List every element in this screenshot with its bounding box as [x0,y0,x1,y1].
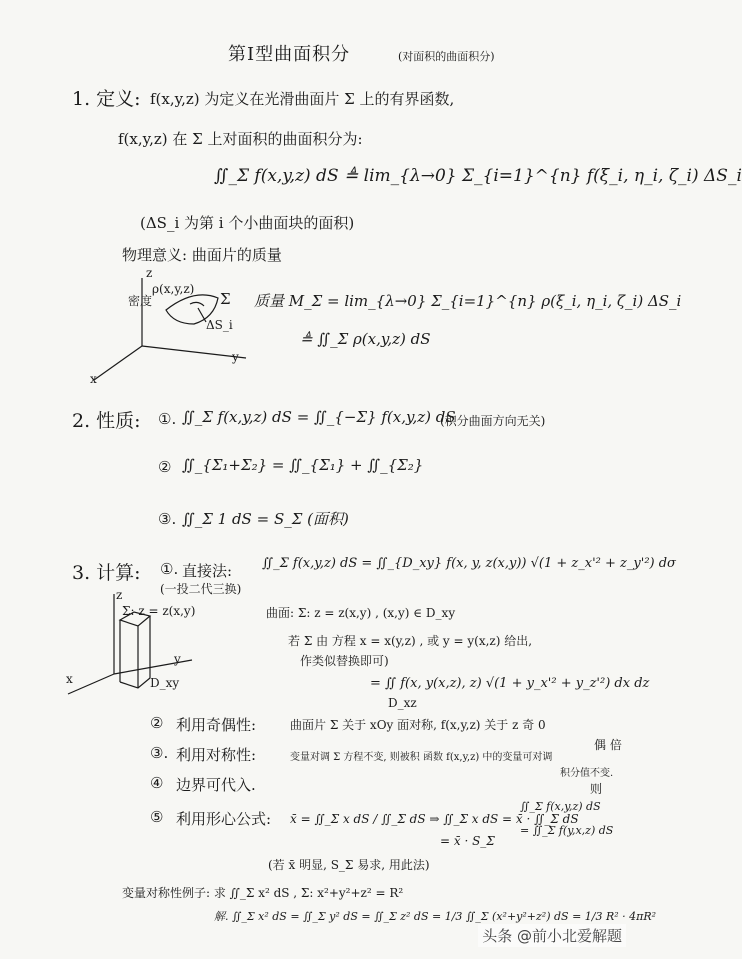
method-2-side: 偶 倍 [594,738,622,752]
method-2-label: 利用奇偶性: [176,716,257,734]
section-2-heading: 2. 性质: [72,410,141,432]
method-5-result: = x̄ · S_Σ [440,834,495,848]
watermark-text: 头条 @前小北爱解题 [478,924,626,947]
alternate-formula: = ∬ f(x, y(x,z), z) √(1 + y_x'² + y_z'²) dx dz [370,676,650,691]
definition-note: (ΔS_i 为第 i 个小曲面块的面积) [140,214,355,232]
page-title: 第Ⅰ型曲面积分 [228,44,351,65]
alternate-form-line-2: 作类似替换即可) [300,654,389,668]
figure-density-label: 密度 [128,294,153,308]
method-1-note: (一投二代三换) [160,582,242,596]
method-2-text: 曲面片 Σ 关于 xOy 面对称, f(x,y,z) 关于 z 奇 0 [290,718,546,732]
page-subtitle: (对面积的曲面积分) [398,50,495,63]
section-1-heading: 1. 定义: [72,88,141,110]
alternate-form-line-1: 若 Σ 由 方程 x = x(y,z) , 或 y = y(x,z) 给出, [288,634,533,648]
physical-meaning-label: 物理意义: 曲面片的质量 [122,246,282,264]
surface-element [190,302,204,306]
x-axis-line-2 [68,674,114,694]
figure2-sigma-label: Σ: z = z(x,y) [122,604,196,618]
alternate-formula-domain: D_xz [388,696,417,710]
method-5-note: (若 x̄ 明显, S_Σ 易求, 用此法) [268,858,430,872]
surface-equation-line: 曲面: Σ: z = z(x,y) , (x,y) ∈ D_xy [266,606,456,620]
mass-formula: 质量 M_Σ = lim_{λ→0} Σ_{i=1}^{n} ρ(ξ_i, η_i, ζ_i) ΔS_i [254,292,682,310]
method-4-number: ④ [150,774,164,792]
property-1-formula: ∬_Σ f(x,y,z) dS = ∬_{−Σ} f(x,y,z) dS [182,408,456,426]
projection-base [120,678,150,688]
figure-x-label: x [90,372,97,386]
property-1-note: (积分曲面方向无关) [440,414,546,428]
symmetry-side-f2: = ∬_Σ f(y,x,z) dS [520,824,614,837]
property-2-number: ② [158,458,172,476]
figure2-dxy-label: D_xy [150,676,180,690]
symmetry-side-then: 则 [590,782,603,796]
figure-rho-label: ρ(x,y,z) [152,282,195,296]
method-2-number: ② [150,714,164,732]
method-1-number: ①. [160,560,179,578]
method-3-side: 积分值不变. [560,768,614,779]
figure-sigma-label: Σ [220,290,231,308]
property-3-number: ③. [158,510,177,528]
method-5-formula: x̄ = ∬_Σ x dS / ∬_Σ dS ⇒ ∬_Σ x dS = x̄ · ∬_Σ dS [290,812,579,826]
method-3-text: 变量对调 Σ 方程不变, 则被积 函数 f(x,y,z) 中的变量可对调 [290,752,553,763]
mass-formula-integral: ≜ ∬_Σ ρ(x,y,z) dS [300,330,431,348]
definition-line-2: f(x,y,z) 在 Σ 上对面积的曲面积分为: [118,130,363,148]
method-3-number: ③. [150,744,169,762]
property-1-number: ①. [158,410,177,428]
definition-formula: ∬_Σ f(x,y,z) dS ≜ lim_{λ→0} Σ_{i=1}^{n} f(ξ_i, η_i, ζ_i) ΔS_i [214,166,742,186]
figure2-x-label: x [66,672,73,686]
x-axis-line [94,346,142,380]
y-axis-line [142,346,246,358]
method-3-label: 利用对称性: [176,746,257,764]
figure-ds-label: ΔS_i [206,318,233,332]
figure2-z-label: z [116,588,123,602]
example-label: 变量对称性例子: 求 ∬_Σ x² dS , Σ: x²+y²+z² = R² [122,886,404,900]
property-3-formula: ∬_Σ 1 dS = S_Σ (面积) [182,510,349,528]
figure2-y-label: y [174,652,181,666]
symmetry-side-f1: ∬_Σ f(x,y,z) dS [520,800,601,813]
figure-y-label: y [232,350,239,364]
definition-line-1: f(x,y,z) 为定义在光滑曲面片 Σ 上的有界函数, [150,90,455,108]
element-pointer [198,308,206,322]
method-5-label: 利用形心公式: [176,810,272,828]
example-solution: 解. ∬_Σ x² dS = ∬_Σ y² dS = ∬_Σ z² dS = 1/3 ∬_Σ (x²+y²+z²) dS = 1/3 R² · 4πR² [214,910,657,923]
method-1-label: 直接法: [182,562,233,580]
method-4-label: 边界可代入. [176,776,256,794]
method-1-formula: ∬_Σ f(x,y,z) dS = ∬_{D_xy} f(x, y, z(x,y)) √(1 + z_x'² + z_y'²) dσ [262,556,676,571]
property-2-formula: ∬_{Σ₁+Σ₂} = ∬_{Σ₁} + ∬_{Σ₂} [182,456,424,474]
method-5-number: ⑤ [150,808,164,826]
figure-z-label: z [146,266,153,280]
section-3-heading: 3. 计算: [72,562,141,584]
